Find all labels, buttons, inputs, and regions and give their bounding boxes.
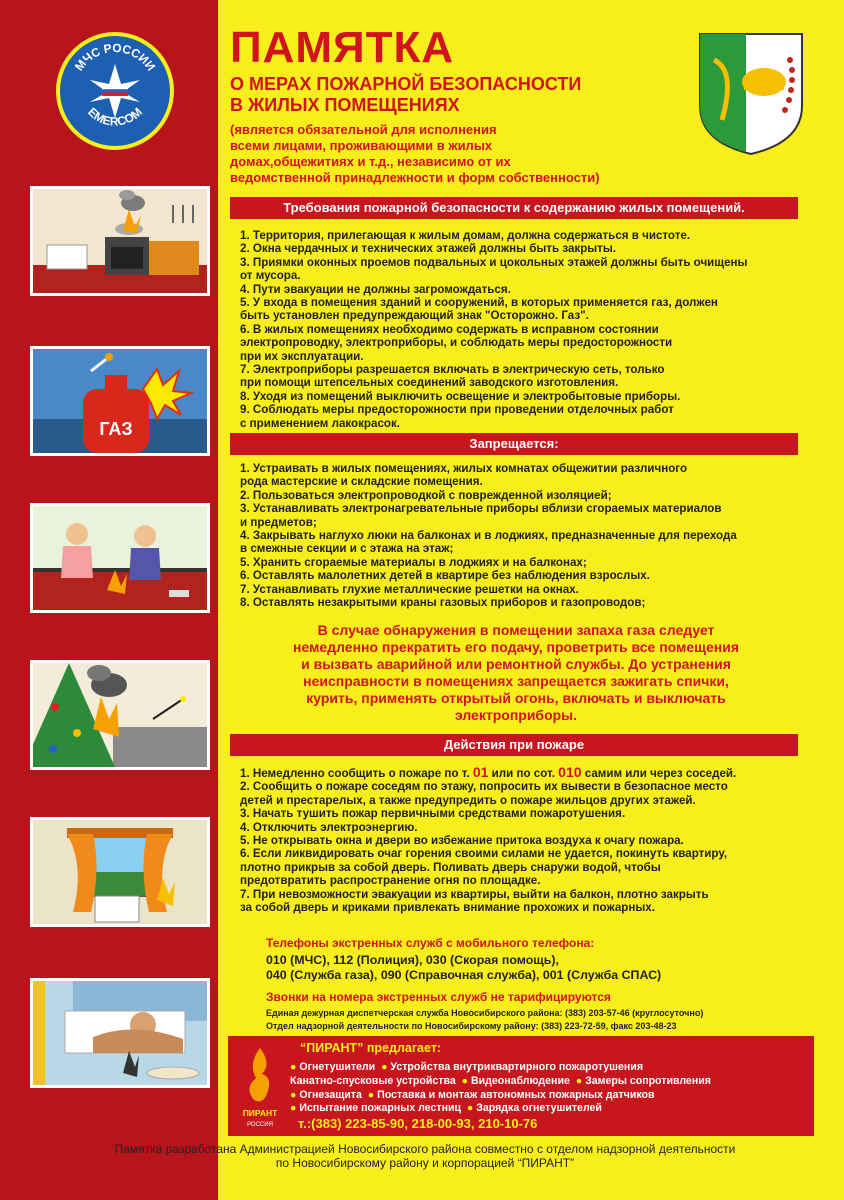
pirant-services-row: Канатно-спусковые устройства ● Видеонаблюдение ● Замеры сопротивления (290, 1075, 711, 1087)
list-item: и предметов; (240, 515, 317, 529)
illustration-children (30, 503, 210, 613)
list-item: 7. При невозможности эвакуации из квартиры, выйти на балкон, плотно закрыть (240, 887, 709, 901)
list-item: 3. Приямки оконных проемов подвальных и цокольных этажей должны быть очищены (240, 255, 748, 269)
first-pre: 1. Немедленно сообщить о пожаре по т. (240, 767, 470, 780)
list-item: 9. Соблюдать меры предосторожности при проведении отделочных работ (240, 403, 674, 417)
fire-number: 01 (472, 764, 489, 780)
forbidden-list (240, 462, 812, 609)
service-item: Канатно-спусковые устройства (290, 1075, 456, 1087)
mobile-fire-number: 010 (558, 764, 582, 780)
warning-line: немедленно прекратить его подачу, проветрить все помещения (292, 639, 740, 655)
list-item: 4. Закрывать наглухо люки на балконах и в лоджиях, предназначенные для перехода (240, 529, 737, 543)
header (230, 23, 690, 186)
list-item: за собой дверь и криками привлекать внимание прохожих и пожарных. (240, 901, 655, 915)
list-item: 6. Оставлять малолетних детей в квартире без наблюдения взрослых. (240, 569, 650, 583)
page-subtitle (230, 74, 690, 116)
children-playing-with-fire-icon (33, 506, 207, 610)
service-item: Видеонаблюдение (470, 1075, 570, 1087)
list-item: 3. Устанавливать электронагревательные приборы вблизи сгораемых материалов (240, 502, 722, 516)
window-curtain-fire-icon (33, 820, 207, 924)
service-item: Поставка и монтаж автономных пожарных датчиков (377, 1089, 655, 1101)
flame-icon (249, 1048, 269, 1101)
logo-text-bottom: EMERCOM (85, 104, 145, 129)
footer-line: по Новосибирскому району и корпорацией “ПИРАНТ” (275, 1156, 575, 1170)
list-item: 7. Электроприборы разрешается включать в электрическую сеть, только (240, 363, 665, 377)
pirant-services-row: ● Огнезащита ● Поставка и монтаж автономных пожарных датчиков (290, 1089, 655, 1101)
section-band-requirements: Требования пожарной безопасности к содержанию жилых помещений. (230, 197, 798, 219)
list-item: рода мастерские и складские помещения. (240, 475, 483, 489)
list-item: 8. Уходя из помещений выключить освещение и электробытовые приборы. (240, 389, 681, 403)
list-item: 4. Пути эвакуации не должны загромождаться. (240, 282, 511, 296)
list-item: 3. Начать тушить пожар первичными средствами пожаротушения. (240, 807, 626, 821)
list-item: 2. Сообщить о пожаре соседям по этажу, попросить их вывести в безопасное место (240, 780, 728, 794)
note-line: ведомственной принадлежности и форм собственности) (230, 170, 600, 185)
gas-label: ГАЗ (99, 419, 133, 439)
service-item: Зарядка огнетушителей (476, 1102, 602, 1114)
list-item: 7. Устанавливать глухие металлические решетки на окнах. (240, 582, 579, 596)
pirant-services-row: ● Испытание пожарных лестниц ● Зарядка огнетушителей (290, 1102, 602, 1114)
note-line: всеми лицами, проживающими в жилых (230, 138, 493, 153)
illustration-christmas-tree (30, 660, 210, 770)
list-item: от мусора. (240, 269, 301, 283)
section-band-actions: Действия при пожаре (230, 734, 798, 756)
note-line: домах,общежитиях и т.д., независимо от их (230, 154, 511, 169)
list-item: с применением лакокрасок. (240, 416, 401, 430)
warning-line: В случае обнаружения в помещении запаха газа следует (317, 622, 715, 638)
novosibirsk-district-coat-of-arms-icon (696, 30, 806, 158)
gas-warning (236, 622, 796, 724)
list-item: детей и престарелых, а также предупредить о пожаре жильцов других этажей. (240, 793, 696, 807)
list-item: 4. Отключить электроэнергию. (240, 820, 418, 834)
illustration-gas-cylinder (30, 346, 210, 456)
christmas-tree-fire-icon (33, 663, 207, 767)
gas-cylinder-fire-icon (33, 349, 207, 453)
list-item: электропроводку, электроприборы, и соблюдать меры предосторожности (240, 336, 673, 350)
note-line: (является обязательной для исполнения (230, 122, 497, 137)
list-item-first (240, 766, 812, 780)
warning-line: неисправности в помещениях запрещается зажигать спички, (303, 673, 729, 689)
supervision-office-line: Отдел надзорной деятельности по Новосибирскому району: (383) 223-72-59, факс 203-48-23 (266, 1021, 677, 1031)
service-item: Испытание пожарных лестниц (299, 1102, 461, 1114)
actions-list (240, 766, 812, 914)
list-item: предотвратить распространение огня по площадке. (240, 874, 541, 888)
phones-title: Телефоны экстренных служб с мобильного телефона: (266, 936, 595, 950)
phones-list (266, 953, 766, 983)
requirements-list (240, 229, 812, 430)
footer-credits (40, 1142, 810, 1170)
list-item: при их эксплуатации. (240, 349, 364, 363)
free-calls-note: Звонки на номера экстренных служб не тарифицируются (266, 990, 611, 1004)
pirant-heading: “ПИРАНТ” предлагает: (300, 1041, 442, 1055)
list-item: 2. Пользоваться электропроводкой с поврежденной изоляцией; (240, 488, 612, 502)
phones-line: 040 (Служба газа), 090 (Справочная служба), 001 (Служба СПАС) (266, 968, 662, 982)
list-item: в смежные секции и с этажа на этаж; (240, 542, 454, 556)
duty-service-line: Единая дежурная диспетчерская служба Новосибирского района: (383) 203-57-46 (круглосуточно) (266, 1008, 704, 1018)
pirant-services-row: ● Огнетушители ● Устройства внутриквартирного пожаротушения (290, 1061, 643, 1073)
list-item: 8. Оставлять незакрытыми краны газовых приборов и газопроводов; (240, 596, 646, 610)
logo-text-top: МЧС РОССИИ (71, 40, 159, 74)
service-item: Устройства внутриквартирного пожаротушения (390, 1061, 643, 1073)
list-item: при помощи штепсельных соединений заводского изготовления. (240, 376, 619, 390)
service-item: Замеры сопротивления (585, 1075, 711, 1087)
emercom-star-icon (60, 36, 170, 146)
service-item: Огнезащита (299, 1089, 362, 1101)
phones-line: 010 (МЧС), 112 (Полиция), 030 (Скорая помощь), (266, 953, 559, 967)
list-item: 6. В жилых помещениях необходимо содержать в исправном состоянии (240, 322, 659, 336)
subtitle-line: О МЕРАХ ПОЖАРНОЙ БЕЗОПАСНОСТИ (230, 74, 582, 94)
list-item: 5. У входа в помещения зданий и сооружений, в которых применяется газ, должен (240, 296, 718, 310)
emercom-logo (56, 32, 174, 150)
pirant-logo-text: ПИРАНТ (242, 1108, 278, 1118)
page-title: ПАМЯТКА (230, 23, 455, 72)
pirant-phone: т.:(383) 223-85-90, 218-00-93, 210-10-76 (298, 1116, 538, 1131)
service-item: Огнетушители (299, 1061, 376, 1073)
section-band-forbidden: Запрещается: (230, 433, 798, 455)
warning-line: и вызвать аварийной или ремонтной службы. До устранения (301, 656, 731, 672)
first-mid: или по сот. (491, 767, 555, 780)
obligation-note (230, 122, 730, 186)
list-item: 1. Устраивать в жилых помещениях, жилых комнатах общежитии различного (240, 462, 688, 475)
illustration-sidebar (0, 0, 218, 1200)
illustration-window (30, 817, 210, 927)
first-post: самим или через соседей. (584, 767, 737, 780)
list-item: 5. Хранить сгораемые материалы в лоджиях и на балконах; (240, 555, 587, 569)
list-item: плотно прикрыв за собой дверь. Поливать дверь снаружи водой, чтобы (240, 860, 661, 874)
subtitle-line: В ЖИЛЫХ ПОМЕЩЕНИЯХ (230, 95, 460, 115)
list-item: 1. Территория, прилегающая к жилым домам, должна содержаться в чистоте. (240, 229, 691, 242)
list-item: быть установлен предупреждающий знак "Осторожно. Газ". (240, 309, 589, 323)
list-item: 2. Окна чердачных и технических этажей должны быть закрыты. (240, 242, 616, 256)
sleeping-smoker-fire-icon (33, 981, 207, 1085)
pirant-logo (240, 1044, 280, 1130)
footer-line: Памятка разработана Администрацией Новосибирского района совместно с отделом надзорной деятельности (114, 1142, 736, 1156)
illustration-kitchen (30, 186, 210, 296)
kitchen-fire-icon (33, 189, 207, 293)
illustration-sleeping-smoker (30, 978, 210, 1088)
pirant-logo-sub: РОССИЯ (247, 1122, 273, 1128)
list-item: 5. Не открывать окна и двери во избежание притока воздуха к очагу пожара. (240, 834, 684, 848)
list-item: 6. Если ликвидировать очаг горения своими силами не удается, покинуть квартиру, (240, 847, 728, 861)
warning-line: электроприборы. (454, 707, 578, 723)
warning-line: курить, применять открытый огонь, включать и выключать (306, 690, 726, 706)
pirant-ad-block (228, 1036, 814, 1136)
